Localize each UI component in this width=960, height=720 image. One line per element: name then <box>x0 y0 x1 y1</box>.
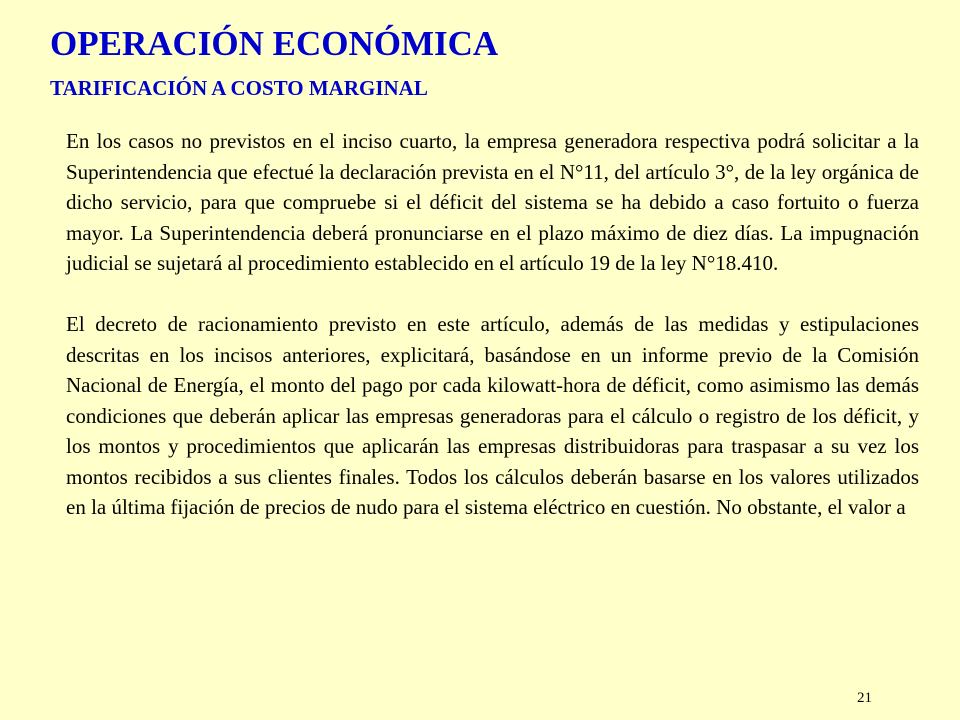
page-number: 21 <box>857 690 872 706</box>
slide-body <box>66 126 919 523</box>
slide-subtitle: TARIFICACIÓN A COSTO MARGINAL <box>50 76 428 100</box>
paragraph-2: El decreto de racionamiento previsto en este artículo, además de las medidas y estipulaciones descritas en los incisos anteriores, explicitará, basándose en un informe previo de la Comisión Nacional de Energía, el monto del pago por cada kilowatt-hora de déficit, como asimismo las demás condiciones que deberán aplicar las empresas generadoras para el cálculo o registro de los déficit, y los montos y procedimientos que aplicarán las empresas distribuidoras para traspasar a su vez los montos recibidos a sus clientes finales. Todos los cálculos deberán basarse en los valores utilizados en la última fijación de precios de nudo para el sistema eléctrico en cuestión. No obstante, el valor a <box>66 312 919 519</box>
paragraph-1: En los casos no previstos en el inciso cuarto, la empresa generadora respectiva podrá solicitar a la Superintendencia que efectué la declaración prevista en el N°11, del artículo 3°, de la ley orgánica de dicho servicio, para que compruebe si el déficit del sistema se ha debido a caso fortuito o fuerza mayor. La Superintendencia deberá pronunciarse en el plazo máximo de diez días. La impugnación judicial se sujetará al procedimiento establecido en el artículo 19 de la ley N°18.410. <box>66 129 919 275</box>
slide-title: OPERACIÓN ECONÓMICA <box>50 24 499 63</box>
